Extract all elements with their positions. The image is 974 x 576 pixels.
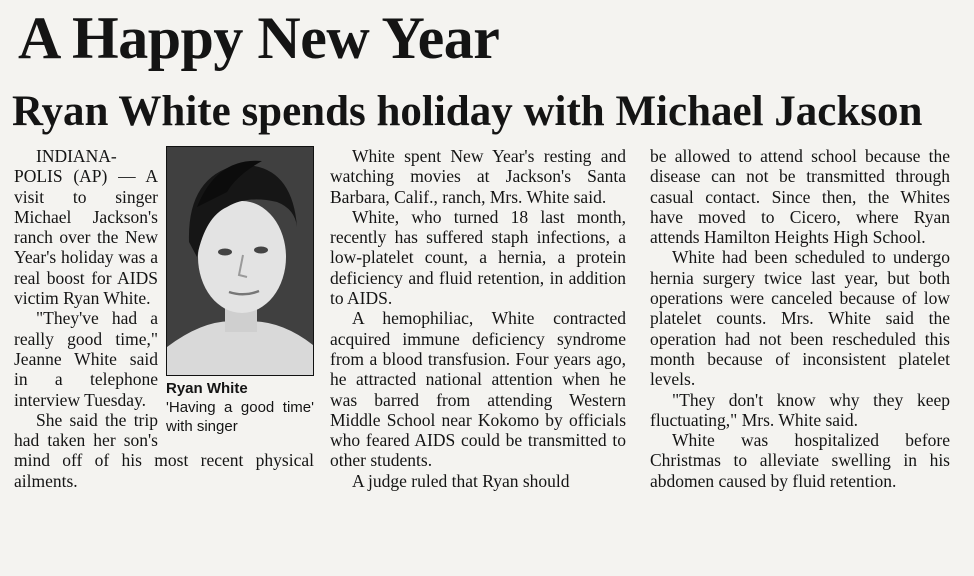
paragraph: A hemophiliac, White contracted acquired immune deficiency syndrome from a blood transfusion. Four years ago, he attracted national attention when he was barred from attending Western Middle School near Kokomo by officials who feared AIDS could be transmitted to other students. [330,308,626,471]
headline: A Happy New Year [18,5,500,71]
paragraph: White spent New Year's resting and watching movies at Jackson's Santa Barbara, Calif., ranch, Mrs. White said. [330,146,626,207]
subheadline: Ryan White spends holiday with Michael Jackson [12,88,923,135]
paragraph: White was hospitalized before Christmas to alleviate swelling in his abdomen caused by fluid retention. [650,430,950,491]
article-column-1 [14,146,314,491]
photo-caption-name: Ryan White [166,380,248,397]
photo-block [166,146,314,436]
paragraph: INDIANA-POLIS (AP) — A visit to singer Michael Jackson's ranch over the New Year's holiday was a real boost for AIDS victim Ryan White. [14,146,158,309]
paragraph: White had been scheduled to undergo hernia surgery twice last year, but both operations were canceled because of low platelet counts. Mrs. White said the operation had not been rescheduled this month because of inconsistent platelet levels. [650,247,950,390]
photo-caption-text: 'Having a good time' with singer [166,399,314,435]
paragraph: be allowed to attend school because the disease can not be transmitted through casual contact. Since then, the Whites have moved to Cicero, where Ryan attends Hamilton Heights High School. [650,146,950,248]
ryan-white-photo [166,146,314,376]
article-column-2 [330,146,626,491]
article-column-3 [650,146,950,491]
paragraph: "They've had a really good time," Jeanne White said in a telephone interview Tuesday. [14,308,158,410]
paragraph: White, who turned 18 last month, recently has suffered staph infections, a low-platelet count, a hernia, a protein deficiency and fluid retention, in addition to AIDS. [330,206,626,309]
paragraph: "They don't know why they keep fluctuating," Mrs. White said. [650,389,950,430]
paragraph: She said the trip had taken her son's mind off of his most recent physical ailments. [14,409,314,491]
paragraph: A judge ruled that Ryan should [352,470,570,491]
